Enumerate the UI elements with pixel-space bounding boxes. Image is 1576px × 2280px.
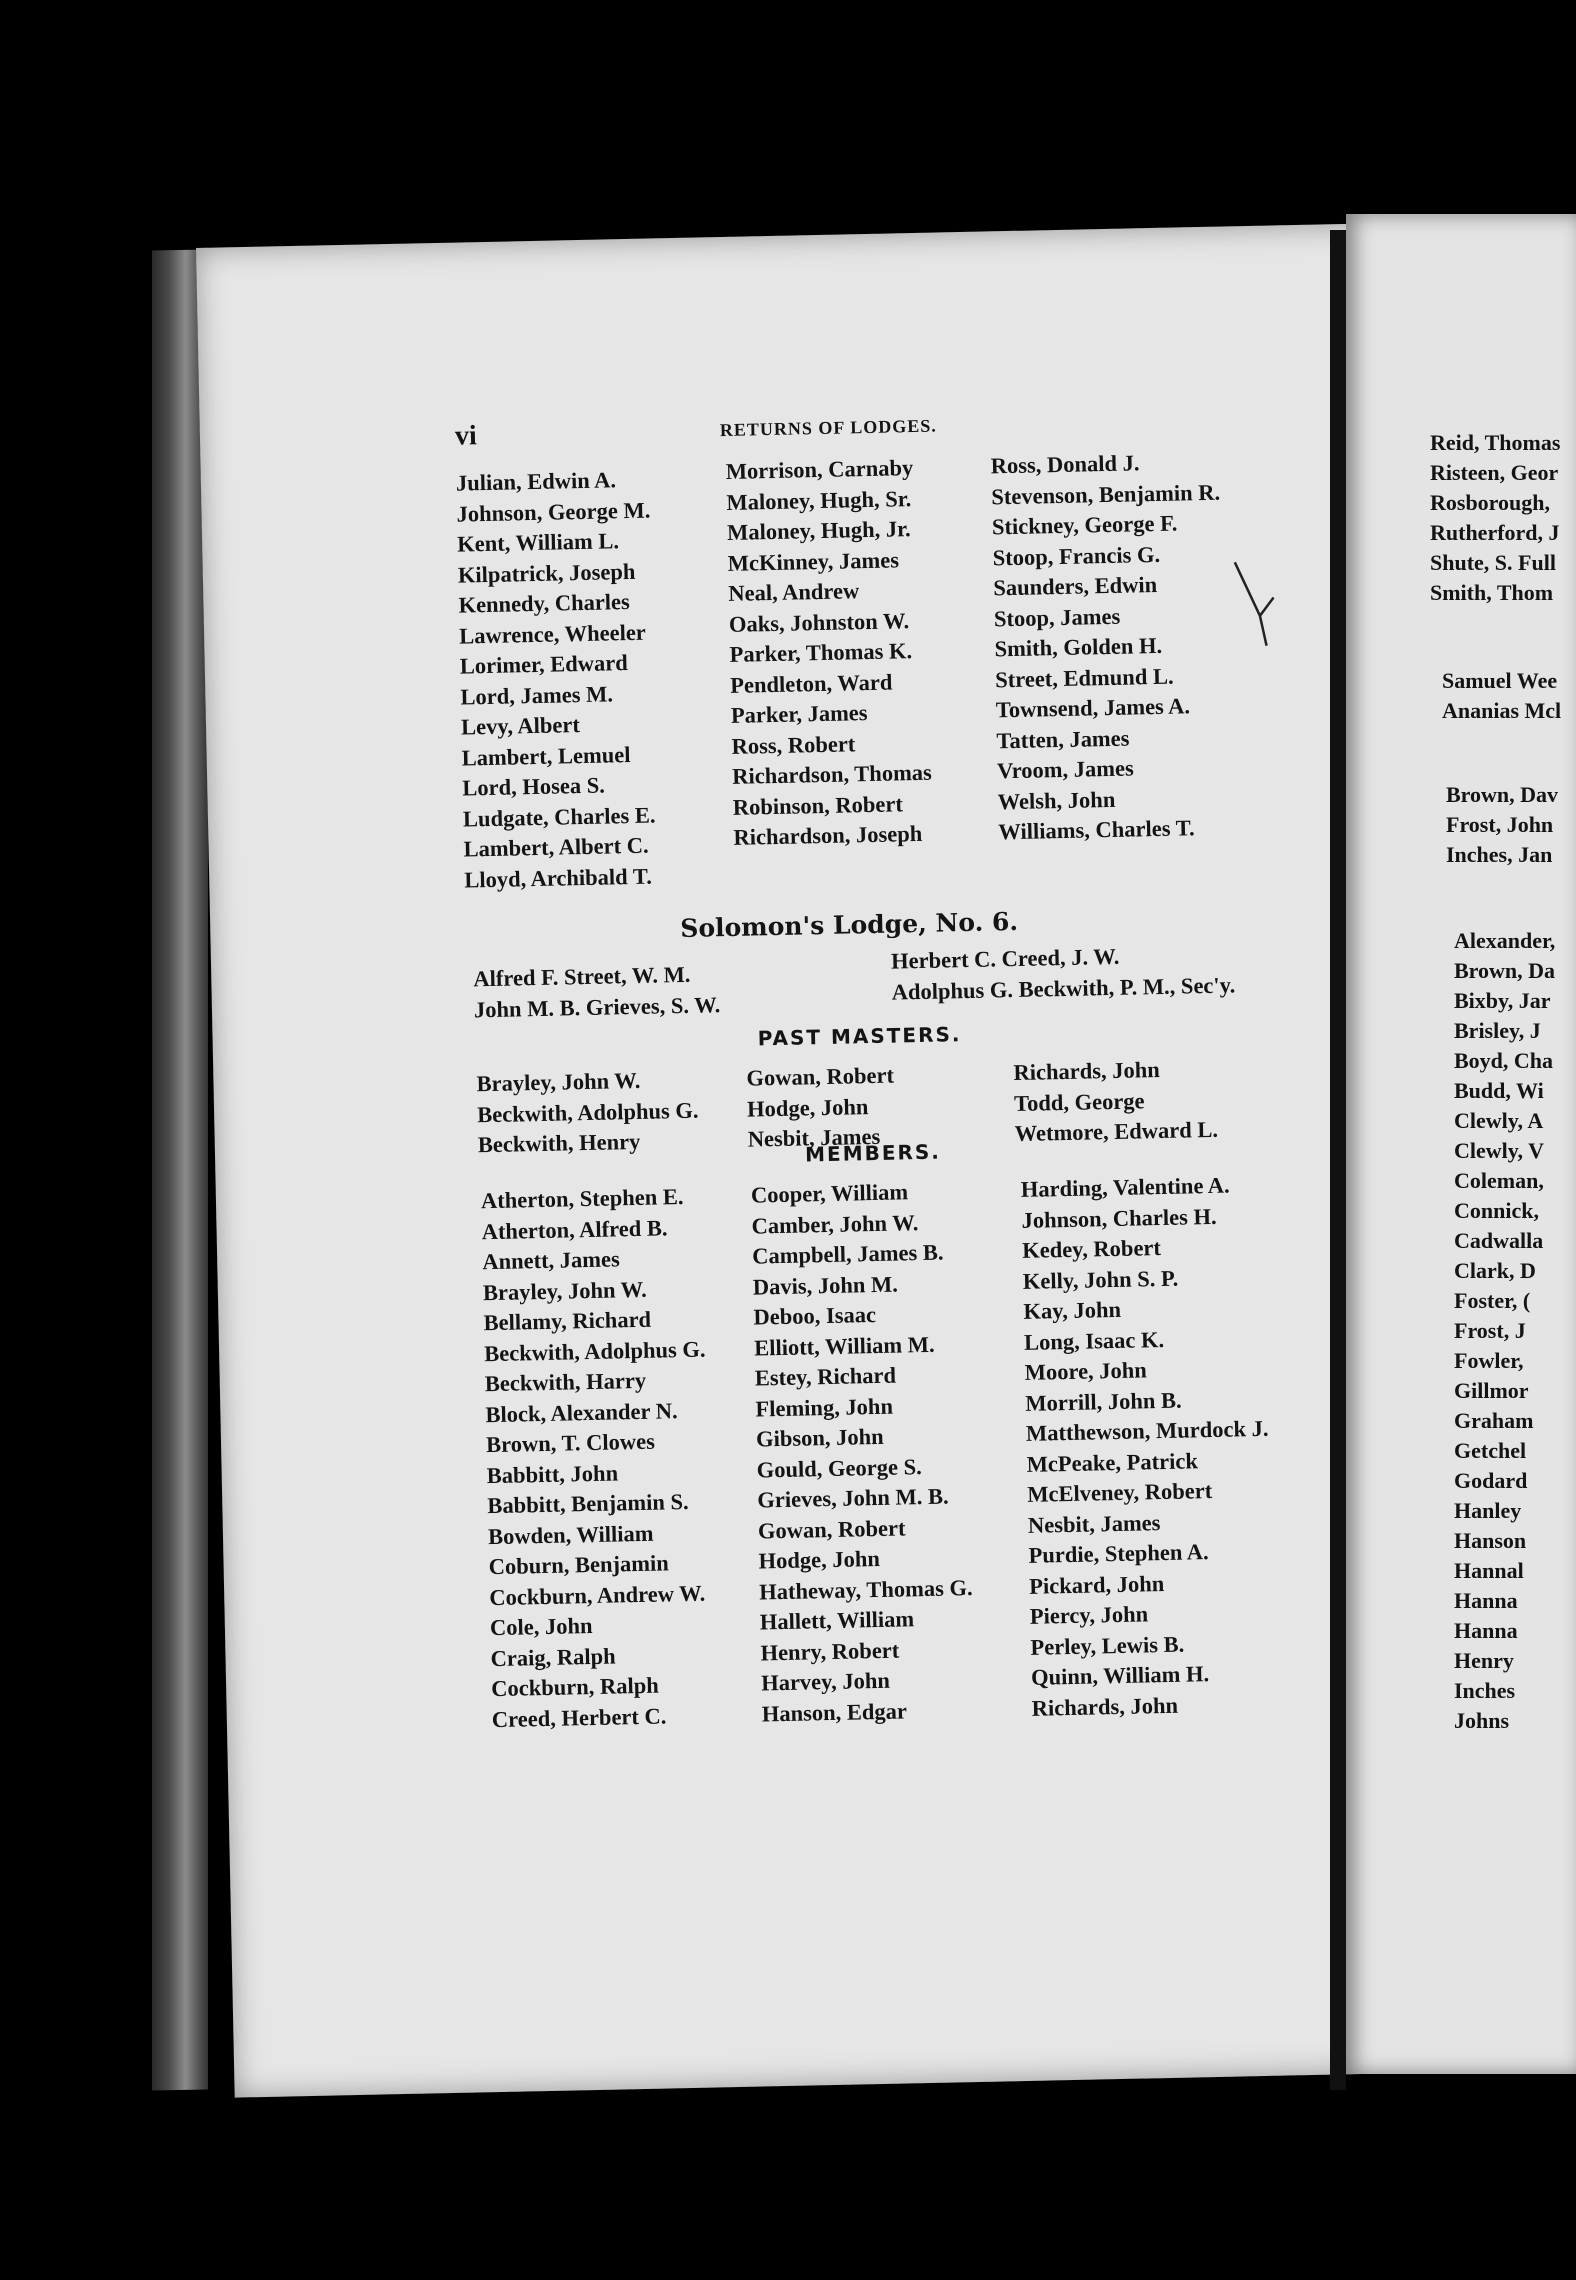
partial-name: Clewly, V bbox=[1454, 1138, 1545, 1163]
officer-entry: Adolphus G. Beckwith, P. M., Sec'y. bbox=[891, 971, 1236, 1005]
lodge-officers-right bbox=[891, 939, 1236, 1007]
member-name: Cole, John bbox=[489, 1613, 593, 1641]
member-name: Richardson, Joseph bbox=[733, 820, 923, 850]
lodge-title: Solomon's Lodge, No. 6. bbox=[680, 906, 1019, 944]
member-name: Cockburn, Andrew W. bbox=[489, 1580, 706, 1610]
member-name: Neal, Andrew bbox=[728, 578, 860, 606]
officer-entry: John M. B. Grieves, S. W. bbox=[473, 991, 721, 1022]
member-name: Gowan, Robert bbox=[757, 1514, 906, 1544]
member-name: Brayley, John W. bbox=[482, 1276, 647, 1305]
partial-name: Alexander, bbox=[1454, 928, 1556, 953]
partial-name: Connick, bbox=[1454, 1198, 1539, 1223]
member-name: Craig, Ralph bbox=[490, 1643, 616, 1671]
member-name: Quinn, William H. bbox=[1030, 1661, 1210, 1690]
partial-name: Johns bbox=[1454, 1708, 1510, 1733]
member-name: Beckwith, Harry bbox=[484, 1367, 647, 1397]
member-name: Harvey, John bbox=[760, 1667, 891, 1696]
partial-name: Getchel bbox=[1454, 1438, 1527, 1463]
member-name: Townsend, James A. bbox=[995, 693, 1191, 723]
member-name: Kent, William L. bbox=[456, 528, 620, 557]
member-name: Kedey, Robert bbox=[1021, 1235, 1162, 1263]
member-name: Davis, John M. bbox=[752, 1271, 899, 1300]
member-name: Ross, Donald J. bbox=[990, 450, 1140, 479]
member-name: Perley, Lewis B. bbox=[1030, 1631, 1185, 1660]
partial-name: Coleman, bbox=[1454, 1168, 1544, 1193]
member-name: McElveney, Robert bbox=[1027, 1477, 1213, 1507]
member-name: Kilpatrick, Joseph bbox=[457, 558, 636, 588]
member-name: Babbitt, John bbox=[486, 1459, 619, 1488]
partial-name: Hanson bbox=[1454, 1528, 1527, 1553]
member-name: Lord, James M. bbox=[460, 680, 614, 710]
partial-name: Cadwalla bbox=[1454, 1228, 1544, 1253]
member-name: Stickney, George F. bbox=[991, 510, 1178, 540]
member-name: Morrison, Carnaby bbox=[725, 455, 914, 484]
partial-name: Rosborough, bbox=[1430, 490, 1551, 515]
member-name: Lambert, Albert C. bbox=[463, 832, 649, 862]
past-master-name: Brayley, John W. bbox=[476, 1067, 641, 1097]
partial-name: Risteen, Geor bbox=[1430, 460, 1559, 485]
book-page-edges bbox=[152, 250, 208, 2091]
partial-name: Frost, J bbox=[1454, 1318, 1526, 1343]
member-name: Morrill, John B. bbox=[1025, 1387, 1182, 1416]
members-column-1 bbox=[481, 1182, 714, 1736]
member-name: Johnson, George M. bbox=[456, 497, 651, 527]
past-master-name: Richards, John bbox=[1013, 1057, 1160, 1086]
member-name: Kelly, John S. P. bbox=[1022, 1265, 1179, 1294]
book-gutter bbox=[1330, 230, 1346, 2090]
member-name: Henry, Robert bbox=[760, 1637, 900, 1665]
past-masters-heading: PAST MASTERS. bbox=[757, 1022, 962, 1051]
lodge-officers-left bbox=[473, 959, 721, 1025]
past-master-name: Beckwith, Henry bbox=[477, 1128, 641, 1158]
past-master-name: Nesbit, James bbox=[747, 1123, 881, 1152]
running-head: RETURNS OF LODGES. bbox=[719, 415, 937, 441]
member-name: Welsh, John bbox=[997, 786, 1116, 814]
partial-name: Inches, Jan bbox=[1446, 842, 1553, 867]
left-page bbox=[196, 222, 1466, 2097]
right-page-partial bbox=[1346, 214, 1576, 2074]
partial-name: Rutherford, J bbox=[1430, 520, 1560, 545]
member-name: Stevenson, Benjamin R. bbox=[991, 479, 1221, 509]
member-name: Babbitt, Benjamin S. bbox=[487, 1488, 689, 1519]
partial-name: Clewly, A bbox=[1454, 1108, 1544, 1133]
partial-name: Inches bbox=[1454, 1678, 1516, 1703]
partial-name: Ananias Mcl bbox=[1442, 698, 1562, 723]
member-name: Levy, Albert bbox=[460, 712, 581, 740]
member-name: Kennedy, Charles bbox=[458, 588, 631, 618]
partial-name: Bixby, Jar bbox=[1454, 988, 1551, 1013]
member-name: Elliott, William M. bbox=[753, 1331, 935, 1361]
partial-name: Hanna bbox=[1454, 1618, 1518, 1643]
right-page-list-1 bbox=[1430, 428, 1560, 608]
member-name: Maloney, Hugh, Sr. bbox=[726, 485, 912, 515]
member-name: Hanson, Edgar bbox=[761, 1697, 908, 1726]
member-name: Gould, George S. bbox=[756, 1453, 922, 1483]
member-name: Harding, Valentine A. bbox=[1020, 1172, 1230, 1202]
partial-name: Smith, Thom bbox=[1430, 580, 1554, 605]
member-name: Atherton, Stephen E. bbox=[480, 1184, 684, 1214]
member-name: Hallett, William bbox=[759, 1606, 915, 1635]
member-name: Williams, Charles T. bbox=[998, 815, 1195, 845]
member-name: Beckwith, Adolphus G. bbox=[483, 1336, 706, 1366]
member-name: Camber, John W. bbox=[751, 1209, 919, 1239]
member-name: Street, Edmund L. bbox=[994, 663, 1174, 692]
members-column-3 bbox=[1021, 1170, 1275, 1724]
partial-name: Hanna bbox=[1454, 1588, 1518, 1613]
member-name: Estey, Richard bbox=[754, 1362, 897, 1391]
continued-list-column-3 bbox=[990, 447, 1227, 848]
partial-name: Graham bbox=[1454, 1408, 1534, 1433]
member-name: Atherton, Alfred B. bbox=[481, 1214, 668, 1244]
member-name: Parker, Thomas K. bbox=[729, 638, 913, 667]
member-name: Stoop, Francis G. bbox=[992, 541, 1161, 570]
member-name: Pendleton, Ward bbox=[730, 669, 893, 698]
past-master-name: Gowan, Robert bbox=[746, 1062, 895, 1091]
member-name: Nesbit, James bbox=[1027, 1509, 1161, 1538]
member-name: Piercy, John bbox=[1029, 1601, 1149, 1629]
member-name: McKinney, James bbox=[727, 546, 900, 576]
member-name: Creed, Herbert C. bbox=[491, 1702, 667, 1732]
partial-name: Hannal bbox=[1454, 1558, 1524, 1583]
member-name: Cooper, William bbox=[750, 1179, 909, 1208]
past-master-name: Wetmore, Edward L. bbox=[1014, 1116, 1219, 1147]
member-name: Ross, Robert bbox=[731, 730, 856, 759]
member-name: Tatten, James bbox=[996, 725, 1130, 753]
partial-name: Brown, Da bbox=[1454, 958, 1556, 983]
member-name: McPeake, Patrick bbox=[1026, 1447, 1199, 1477]
continued-list-column-1 bbox=[456, 465, 659, 896]
member-name: Brown, T. Clowes bbox=[485, 1428, 656, 1458]
member-name: Julian, Edwin A. bbox=[455, 467, 617, 496]
member-name: Bellamy, Richard bbox=[483, 1306, 652, 1336]
member-name: Matthewson, Murdock J. bbox=[1025, 1415, 1269, 1446]
partial-name: Brown, Dav bbox=[1446, 782, 1559, 807]
member-name: Saunders, Edwin bbox=[993, 571, 1158, 601]
member-name: Ludgate, Charles E. bbox=[462, 802, 656, 832]
partial-name: Frost, John bbox=[1446, 812, 1554, 837]
member-name: Lord, Hosea S. bbox=[462, 772, 606, 801]
member-name: Bowden, William bbox=[487, 1520, 654, 1549]
past-masters-column-3 bbox=[1013, 1054, 1218, 1150]
member-name: Vroom, James bbox=[996, 755, 1134, 784]
page-number: vi bbox=[454, 420, 478, 452]
past-master-name: Hodge, John bbox=[746, 1093, 869, 1122]
continued-list-column-2 bbox=[725, 453, 933, 854]
members-column-2 bbox=[751, 1176, 976, 1729]
member-name: Robinson, Robert bbox=[732, 790, 904, 820]
partial-name: Clark, D bbox=[1454, 1258, 1536, 1283]
member-name: Pickard, John bbox=[1028, 1570, 1165, 1599]
member-name: Lambert, Lemuel bbox=[461, 741, 631, 771]
officer-entry: Herbert C. Creed, J. W. bbox=[890, 943, 1120, 974]
officer-entry: Alfred F. Street, W. M. bbox=[473, 961, 691, 992]
member-name: Hodge, John bbox=[758, 1545, 881, 1574]
partial-name: Shute, S. Full bbox=[1430, 550, 1556, 575]
member-name: Cockburn, Ralph bbox=[490, 1672, 660, 1702]
member-name: Parker, James bbox=[730, 700, 868, 728]
partial-name: Reid, Thomas bbox=[1430, 430, 1561, 455]
partial-name: Fowler, bbox=[1454, 1348, 1524, 1373]
member-name: Gibson, John bbox=[755, 1423, 884, 1452]
member-name: Block, Alexander N. bbox=[485, 1397, 678, 1427]
partial-name: Brisley, J bbox=[1454, 1018, 1541, 1043]
member-name: Richardson, Thomas bbox=[731, 759, 933, 789]
member-name: Annett, James bbox=[482, 1246, 621, 1275]
partial-name: Hanley bbox=[1454, 1498, 1522, 1523]
member-name: Stoop, James bbox=[993, 603, 1121, 631]
partial-name: Foster, ( bbox=[1454, 1288, 1531, 1313]
partial-name: Godard bbox=[1454, 1468, 1528, 1493]
partial-name: Boyd, Cha bbox=[1454, 1048, 1554, 1073]
right-page-list-3 bbox=[1446, 780, 1558, 870]
member-name: Fleming, John bbox=[755, 1393, 894, 1422]
partial-name: Samuel Wee bbox=[1442, 668, 1558, 693]
member-name: Lloyd, Archibald T. bbox=[464, 863, 653, 893]
member-name: Purdie, Stephen A. bbox=[1028, 1539, 1209, 1568]
member-name: Kay, John bbox=[1023, 1296, 1122, 1324]
partial-name: Budd, Wi bbox=[1454, 1078, 1544, 1103]
pencil-check-mark bbox=[1231, 553, 1283, 654]
past-master-name: Todd, George bbox=[1013, 1087, 1145, 1116]
partial-name: Gillmor bbox=[1454, 1378, 1529, 1403]
past-masters-column-1 bbox=[476, 1065, 699, 1161]
member-name: Smith, Golden H. bbox=[994, 632, 1163, 662]
member-name: Maloney, Hugh, Jr. bbox=[726, 516, 911, 545]
right-page-list-2 bbox=[1442, 666, 1561, 726]
member-name: Hatheway, Thomas G. bbox=[758, 1574, 973, 1604]
member-name: Lawrence, Wheeler bbox=[458, 619, 647, 649]
members-heading: MEMBERS. bbox=[804, 1139, 942, 1167]
past-master-name: Beckwith, Adolphus G. bbox=[476, 1097, 699, 1127]
member-name: Lorimer, Edward bbox=[459, 650, 628, 679]
member-name: Oaks, Johnston W. bbox=[728, 607, 910, 637]
member-name: Moore, John bbox=[1024, 1357, 1148, 1385]
right-page-list-4 bbox=[1454, 926, 1555, 1736]
page-content bbox=[196, 222, 1466, 2097]
member-name: Johnson, Charles H. bbox=[1021, 1203, 1217, 1233]
member-name: Richards, John bbox=[1031, 1692, 1179, 1721]
member-name: Long, Isaac K. bbox=[1023, 1326, 1165, 1355]
member-name: Coburn, Benjamin bbox=[488, 1550, 669, 1580]
member-name: Grieves, John M. B. bbox=[757, 1483, 949, 1513]
partial-name: Henry bbox=[1454, 1648, 1514, 1673]
member-name: Campbell, James B. bbox=[751, 1239, 944, 1269]
member-name: Deboo, Isaac bbox=[753, 1301, 877, 1330]
